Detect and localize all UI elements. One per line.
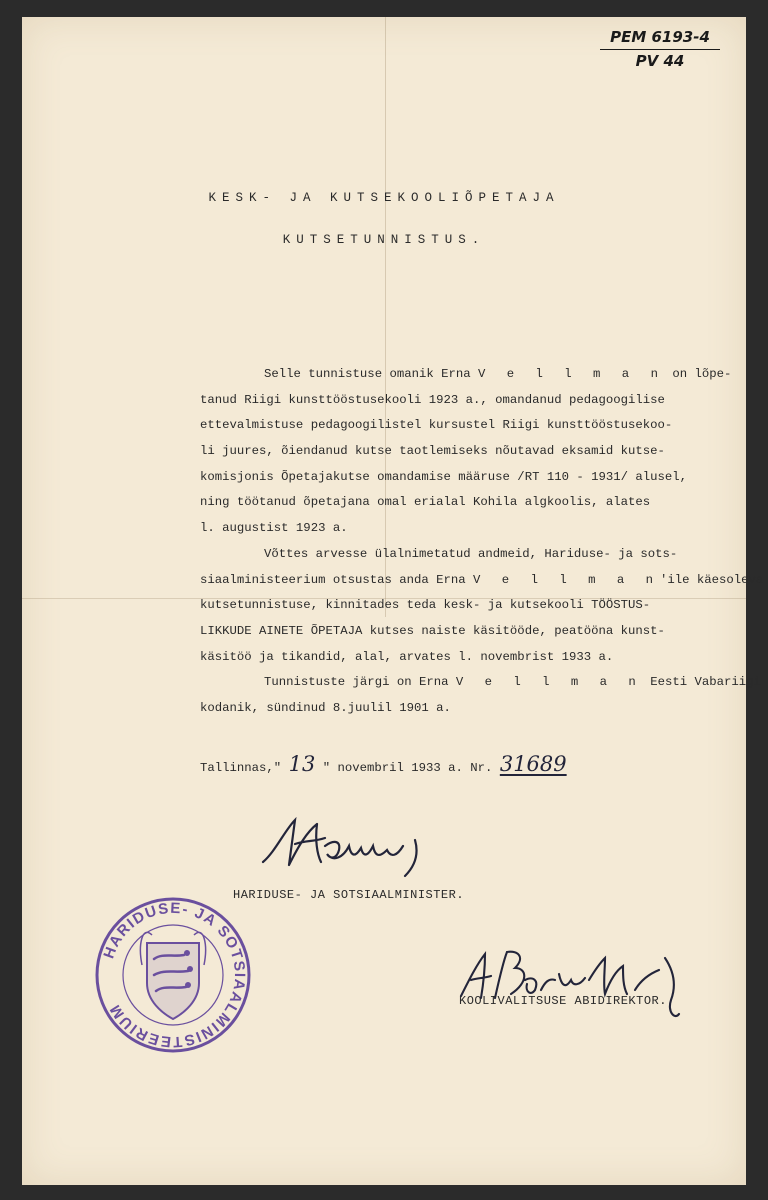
handwritten-number: 31689 xyxy=(499,752,567,776)
text-line: ettevalmistuse pedagoogilistel kursustel Riigi kunsttööstusekoo- xyxy=(200,418,673,433)
handwritten-day: 13 xyxy=(288,752,316,776)
minister-signature xyxy=(255,810,455,880)
document-title: KESK- JA KUTSEKOOLIÕPETAJA xyxy=(208,191,560,205)
text-line: kutsetunnistuse, kinnitades teda kesk- ja kutsekooli TÖÖSTUS- xyxy=(200,598,651,613)
date-and-number-line: Tallinnas," 13 " novembril 1933 a. Nr. 31689 xyxy=(200,752,567,776)
text-line: Võttes arvesse ülalnimetatud andmeid, Hariduse- ja sots- xyxy=(264,546,678,561)
document-subtitle: KUTSETUNNISTUS. xyxy=(282,233,486,247)
text-line: ning töötanud õpetajana omal erialal Kohila algkoolis, alates xyxy=(200,495,651,510)
spaced-surname: V e l l m a n xyxy=(473,572,660,587)
spaced-surname: V e l l m a n xyxy=(478,367,665,381)
text-line: li juures, õiendanud kutse taotlemiseks nõutavad eksamid kutse- xyxy=(200,444,665,459)
director-signature xyxy=(455,940,705,1030)
text-line: tanud Riigi kunsttööstusekooli 1923 a., omandanud pedagoogilise xyxy=(200,392,665,407)
svg-text:HARIDUSE- JA SOTSIAALMINISTEER: HARIDUSE- JA SOTSIAALMINISTEERIUM xyxy=(100,899,249,1051)
text-line: Selle tunnistuse omanik Erna V e l l m a n on lõpe- xyxy=(264,367,732,381)
text-line: Tunnistuste järgi on Erna V e l l m a n Eesti Vabariigi xyxy=(264,675,761,690)
text-line: LIKKUDE AINETE ÕPETAJA kutses naiste käsitööde, peatööna kunst- xyxy=(200,623,665,638)
ministry-seal xyxy=(92,895,254,1055)
director-title: KOOLIVALITSUSE ABIDIREKTOR. xyxy=(459,994,667,1008)
text-line: käsitöö ja tikandid, alal, arvates l. novembrist 1933 a. xyxy=(200,649,614,664)
text-line: l. augustist 1923 a. xyxy=(200,521,348,536)
archive-subcode: PV 44 xyxy=(635,52,685,70)
text-line: kodanik, sündinud 8.juulil 1901 a. xyxy=(200,700,451,715)
spaced-surname: V e l l m a n xyxy=(455,675,643,690)
text-line: komisjonis Õpetajakutse omandamise määruse /RT 110 - 1931/ alusel, xyxy=(200,469,688,484)
certificate-body xyxy=(200,362,764,722)
minister-title: HARIDUSE- JA SOTSIAALMINISTER. xyxy=(233,888,465,902)
archive-reference xyxy=(600,26,720,72)
archive-code: PEM 6193-4 xyxy=(600,26,720,50)
text-line: siaalministeerium otsustas anda Erna V e l l m a n'ile käesoleva xyxy=(200,572,764,587)
